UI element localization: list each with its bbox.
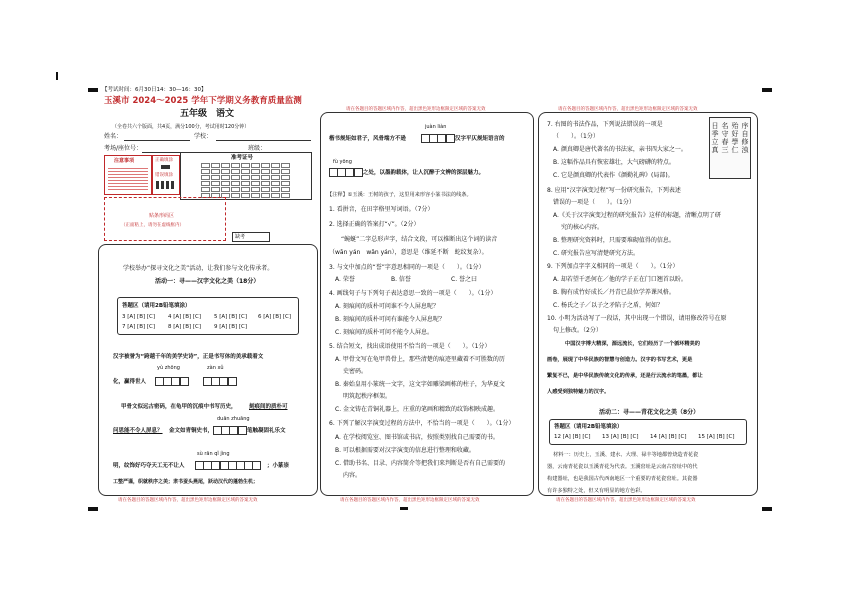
question-4-option-a: A. 刻痕间的质朴可问谁不令人屏息呢？: [335, 303, 439, 310]
notice-title: 注意事项: [114, 158, 135, 164]
question-8-option-c: C. 研究报告应写清楚研究方法。: [553, 250, 640, 257]
pinyin-3: duān zhuāng: [217, 416, 250, 422]
registration-mark: [88, 507, 98, 511]
room-label: 考场/座位号：: [104, 145, 143, 152]
wrong-example-marks: [156, 181, 176, 189]
material-1-line-2: 器，云南青花瓷以玉溪青花为代表。玉溪窑址是云南古窑址中的代: [547, 464, 698, 470]
question-10-b: 句上修改。（2分）: [553, 327, 602, 334]
pinyin-grid-6[interactable]: [329, 168, 362, 177]
class-label: 班级：: [248, 145, 267, 152]
q10-passage-4: 人感受到独特魅力的汉字。: [547, 389, 610, 395]
answer-bubble-12[interactable]: 12 [A] [B] [C]: [554, 434, 591, 440]
question-2-line-a: “蜿蜒”二字总形声字，结合文段，可以推断出这个词的读音: [341, 236, 498, 243]
pinyin-1: yù zhōng: [157, 365, 180, 371]
school-label: 学校：: [194, 133, 213, 140]
fill-example-mark: [161, 165, 170, 169]
question-6-option-c: C. 借助书名、目录、内容简介等把我们来判断是否有自己需要的: [335, 460, 506, 467]
question-4-option-c: C. 刻痕间的质朴可问不能令人屏息。: [335, 329, 434, 336]
registration-mark: [762, 88, 772, 92]
question-5-option-a2: 史密码。: [343, 368, 368, 375]
exam-time: 【考试时间：6月30日14：30—16：30】: [102, 87, 207, 93]
pinyin-grid-3[interactable]: [213, 426, 246, 435]
barcode-area: [104, 197, 226, 241]
question-2-line-b: （wān yán wǎn yán），意思是（维延不断 蛇纹复杂）。: [329, 249, 488, 256]
ticket-box: [180, 152, 312, 200]
missing-box[interactable]: [232, 232, 270, 242]
school-field[interactable]: [216, 140, 311, 141]
ticket-number-grid[interactable]: [201, 163, 290, 198]
column-2-panel: [320, 112, 534, 496]
passage-line-5: 明，纹饰好巧夺天工无不让人: [113, 463, 185, 469]
question-9: 9. 下列加点字字义相同的一项是（ ）。（1分）: [547, 263, 679, 270]
question-6-option-b: B. 可以根据需要对汉字演变的信息进行整理和收藏。: [335, 447, 475, 454]
question-8-b: 错误的一项是（ ）。（1分）: [553, 199, 635, 206]
question-7-option-a: A. 颜真卿是唐代著名的书法家，亲书四大家之一。: [553, 146, 687, 153]
footer-banner-1: 请在各题目的答题区域内作答，超出黑色矩形边框限定区域的答案无效: [118, 498, 258, 503]
intro-text: 学校举办“探寻文化之美”活动，让我们参与文化传承者。: [123, 265, 274, 272]
passage-line-6: 工整严谨，织就秩序之美；隶书蚕头燕尾，跃动汉代的蓬勃生机；: [113, 479, 259, 485]
footer-banner-3: 请在各题目的答题区域内作答，超出黑色矩形边框限定区域的答案无效: [556, 498, 696, 503]
question-3: 3. 与文中加点的“誉”字意思相同的一项是（ ）。（1分）: [329, 264, 485, 271]
answer-area-title-2: 答题区（请用2B铅笔填涂）: [554, 424, 623, 430]
registration-mark: [762, 507, 772, 511]
fill-example-label: 正确填涂: [155, 158, 173, 163]
q10-passage-2: 画卷，展现了中华民族的智慧与创造力。汉字的书写艺术，更是: [547, 357, 693, 363]
question-5-option-c: C. 金文铸在青铜礼器上，庄重的笔画和精致的纹饰相映成趣。: [335, 406, 500, 413]
activity2-title: 活动二：寻——青花文化之美（8分）: [599, 409, 700, 416]
activity1-title: 活动一：寻——汉字文化之美（18分）: [155, 278, 260, 285]
exam-title: 玉溪市 2024～2025 学年下学期义务教育质量监测: [104, 96, 302, 106]
question-8-option-a2: 究的核心内容。: [561, 224, 604, 231]
pinyin-grid-5[interactable]: [421, 134, 454, 143]
ticket-label: 准考证号: [231, 155, 254, 161]
pinyin-2: zàn xǔ: [207, 365, 224, 371]
tip-note: 【注释】①玉溪：王树的孩子，这里用来形容小篆书法的线条。: [327, 192, 472, 198]
answer-bubble-8[interactable]: 8 [A] [B] [C]: [168, 324, 201, 330]
col2-line-1: 楷书规矩如君子，风骨端方不逊: [329, 136, 407, 142]
question-8-option-a: A.《关于汉字演变过程的研究报告》这样的标题，清晰点明了研: [553, 212, 721, 219]
passage-line-1: 汉字被誉为“跨越千年的美学史诗”，正是书写体的美承载着文: [113, 354, 264, 360]
q10-passage-3: 繁复不已，是中华民族传统文化的传承，还是行云流水的笔墨，都让: [547, 373, 703, 379]
answer-bubble-7[interactable]: 7 [A] [B] [C]: [122, 324, 155, 330]
passage-line-4b: 金文如青铜史书，: [169, 428, 214, 434]
column-3-panel: [538, 112, 758, 496]
material-1-line-1: 材料一：历史上，玉溪、建水、大理、禄丰等地都曾烧造青花瓷: [553, 452, 699, 458]
question-4: 4. 画线句子与下列句子表达意思一致的一项是（ ）。（1分）: [329, 290, 497, 297]
question-8-option-b: B. 整理研究资料时，只需要堆砌值得的信息。: [553, 237, 675, 244]
calligraphy-column: 名 守 春 三: [721, 122, 729, 154]
question-4-option-b: B. 刻痕间的质朴可问有谁能令人屏息呢？: [335, 316, 445, 323]
registration-mark: [400, 507, 408, 510]
answer-area-2: [549, 419, 747, 445]
fill-example: [152, 155, 180, 195]
question-3-option-b: B. 信誉: [391, 276, 411, 283]
col2-line-2: 之处，以墨韵载体，让人沉醉于文辨的深层魅力。: [363, 170, 485, 176]
pinyin-fuyong: fù yōng: [333, 159, 352, 165]
col2-line-1b: 汉字平仄规矩语言的: [455, 136, 505, 142]
exam-note: （全卷共六个版面，共4页，满分100分，考试用时120分钟）: [112, 124, 250, 130]
header-banner-2: 请在各题目的答题区域内作答，超出黑色矩形边框限定区域的答案无效: [346, 107, 486, 112]
material-1-line-3: 构建器址，也是我国古代西南地区一个重要的青花瓷窑址。其瓷器: [547, 476, 698, 482]
question-1: 1. 看拼音，在田字格里写词语。（7分）: [329, 206, 434, 213]
registration-mark: [88, 88, 98, 92]
missing-label: 缺考: [235, 234, 246, 240]
notice-box: [104, 155, 152, 195]
footer-banner-2: 请在各题目的答题区域内作答，超出黑色矩形边框限定区域的答案无效: [340, 498, 480, 503]
calligraphy-column: 殆 好 學 仁: [731, 122, 739, 154]
wrong-example-label: 错误填涂: [155, 173, 173, 178]
question-9-option-c: C. 杨氏之子／以子之矛陷子之盾，何如？: [553, 302, 664, 309]
passage-line-2: 化，赢得世人: [113, 379, 147, 385]
question-7: 7. 右图的书法作品，下列说法错误的一项是: [547, 121, 663, 128]
question-6-option-a: A. 在学校阅览室、图书馆或书店，按照类别找自己需要的书。: [335, 434, 499, 441]
answer-bubble-15[interactable]: 15 [A] [B] [C]: [698, 434, 735, 440]
pinyin-grid-4[interactable]: [195, 461, 261, 470]
calligraphy-column: 日 季 立 真: [711, 122, 719, 154]
question-5: 5. 结合短文，找出成语使用不恰当的一项是（ ）。（1分）: [329, 343, 491, 350]
question-7-option-c: C. 它是颜真卿的代表作《颜勤礼碑》(局部)。: [553, 172, 674, 179]
exam-subtitle: 五年级 语文: [180, 109, 235, 119]
answer-bubble-5[interactable]: 5 [A] [B] [C]: [214, 314, 247, 320]
answer-bubble-13[interactable]: 13 [A] [B] [C]: [602, 434, 639, 440]
registration-mark: [56, 72, 58, 80]
answer-bubble-3[interactable]: 3 [A] [B] [C]: [122, 314, 155, 320]
answer-bubble-6[interactable]: 6 [A] [B] [C]: [258, 314, 291, 320]
pinyin-grid-1[interactable]: [155, 377, 188, 386]
question-7-b: （ ）。（1分）: [553, 133, 599, 140]
passage-line-4c: 笔触凝固礼乐文: [247, 428, 286, 434]
question-9-option-b: B. 胸有成竹好成长／丹青已晨位学养课风格。: [553, 289, 675, 296]
question-6-option-c2: 内容。: [343, 472, 362, 479]
header-banner-3: 请在各题目的答题区域内作答，超出黑色矩形边框限定区域的答案无效: [558, 107, 698, 112]
answer-bubble-9[interactable]: 9 [A] [B] [C]: [214, 324, 247, 330]
column-1-panel: [98, 244, 318, 496]
name-label: 姓名：: [104, 133, 123, 140]
answer-area-title: 答题区（请用2B铅笔填涂）: [122, 303, 191, 309]
answer-bubble-4[interactable]: 4 [A] [B] [C]: [168, 314, 201, 320]
passage-underlined: 刻痕间的质朴可: [249, 404, 288, 410]
pinyin-4: sù rān qǐ jìng: [197, 451, 230, 457]
question-8: 8. 应用“汉字演变过程”写一份研究报告，下列表述: [547, 187, 681, 194]
q10-passage-1: 中国汉字博大精深，源远流长，它们经历了一个循环精美的: [565, 341, 700, 347]
passage-line-4: 问思能不令人屏息？: [113, 428, 163, 434]
question-6: 6. 下列了解汉字演变过程的方法中，不恰当的一项是（ ）。（1分）: [329, 420, 515, 427]
question-3-option-c: C. 誉之曰: [451, 276, 478, 283]
calligraphy-image: [709, 117, 751, 179]
material-1-line-4: 有许多独特之处，但又有明显的地方色彩。: [547, 488, 646, 494]
question-2: 2. 选择正确的答案打“√”。（2分）: [329, 221, 420, 228]
answer-area-1: [117, 297, 299, 335]
pinyin-juanxian: juàn liàn: [425, 124, 447, 130]
question-5-option-b2: 明筑起秩序框架。: [343, 393, 392, 400]
name-field[interactable]: [124, 140, 190, 141]
question-3-option-a: A. 荣誉: [335, 276, 355, 283]
question-10: 10. 小明为活动写了一段话，其中出现一个错误，请用修改符号在原: [547, 315, 727, 322]
notice-text: [108, 166, 148, 191]
passage-line-5b: ；小篆崇: [267, 463, 290, 469]
question-5-option-b: B. 秦始皇用小篆统一文字，这文字如雕梁画栋的柱子，为华夏文: [335, 381, 505, 388]
barcode-sub: （正面粘上，请勿在虚线框内）: [121, 223, 184, 228]
question-5-option-a: A. 甲骨文写在龟甲兽骨上，那些清楚的痕迹里藏着不可胜数的历: [335, 356, 505, 363]
barcode-title: 贴条形码区: [149, 213, 175, 219]
passage-line-3: 甲骨文似远古密码，在龟甲的沉痕中书写历史，: [121, 404, 237, 410]
calligraphy-column: 序 自 修 浊: [741, 122, 749, 154]
pinyin-grid-2[interactable]: [203, 377, 236, 386]
answer-bubble-14[interactable]: 14 [A] [B] [C]: [650, 434, 687, 440]
question-9-option-a: A. 却若望千恶何在／他的学子正在门口翘首以盼。: [553, 276, 687, 283]
question-7-option-b: B. 这幅作品具有恢宏雄壮，大气磅礴的特点。: [553, 159, 675, 166]
